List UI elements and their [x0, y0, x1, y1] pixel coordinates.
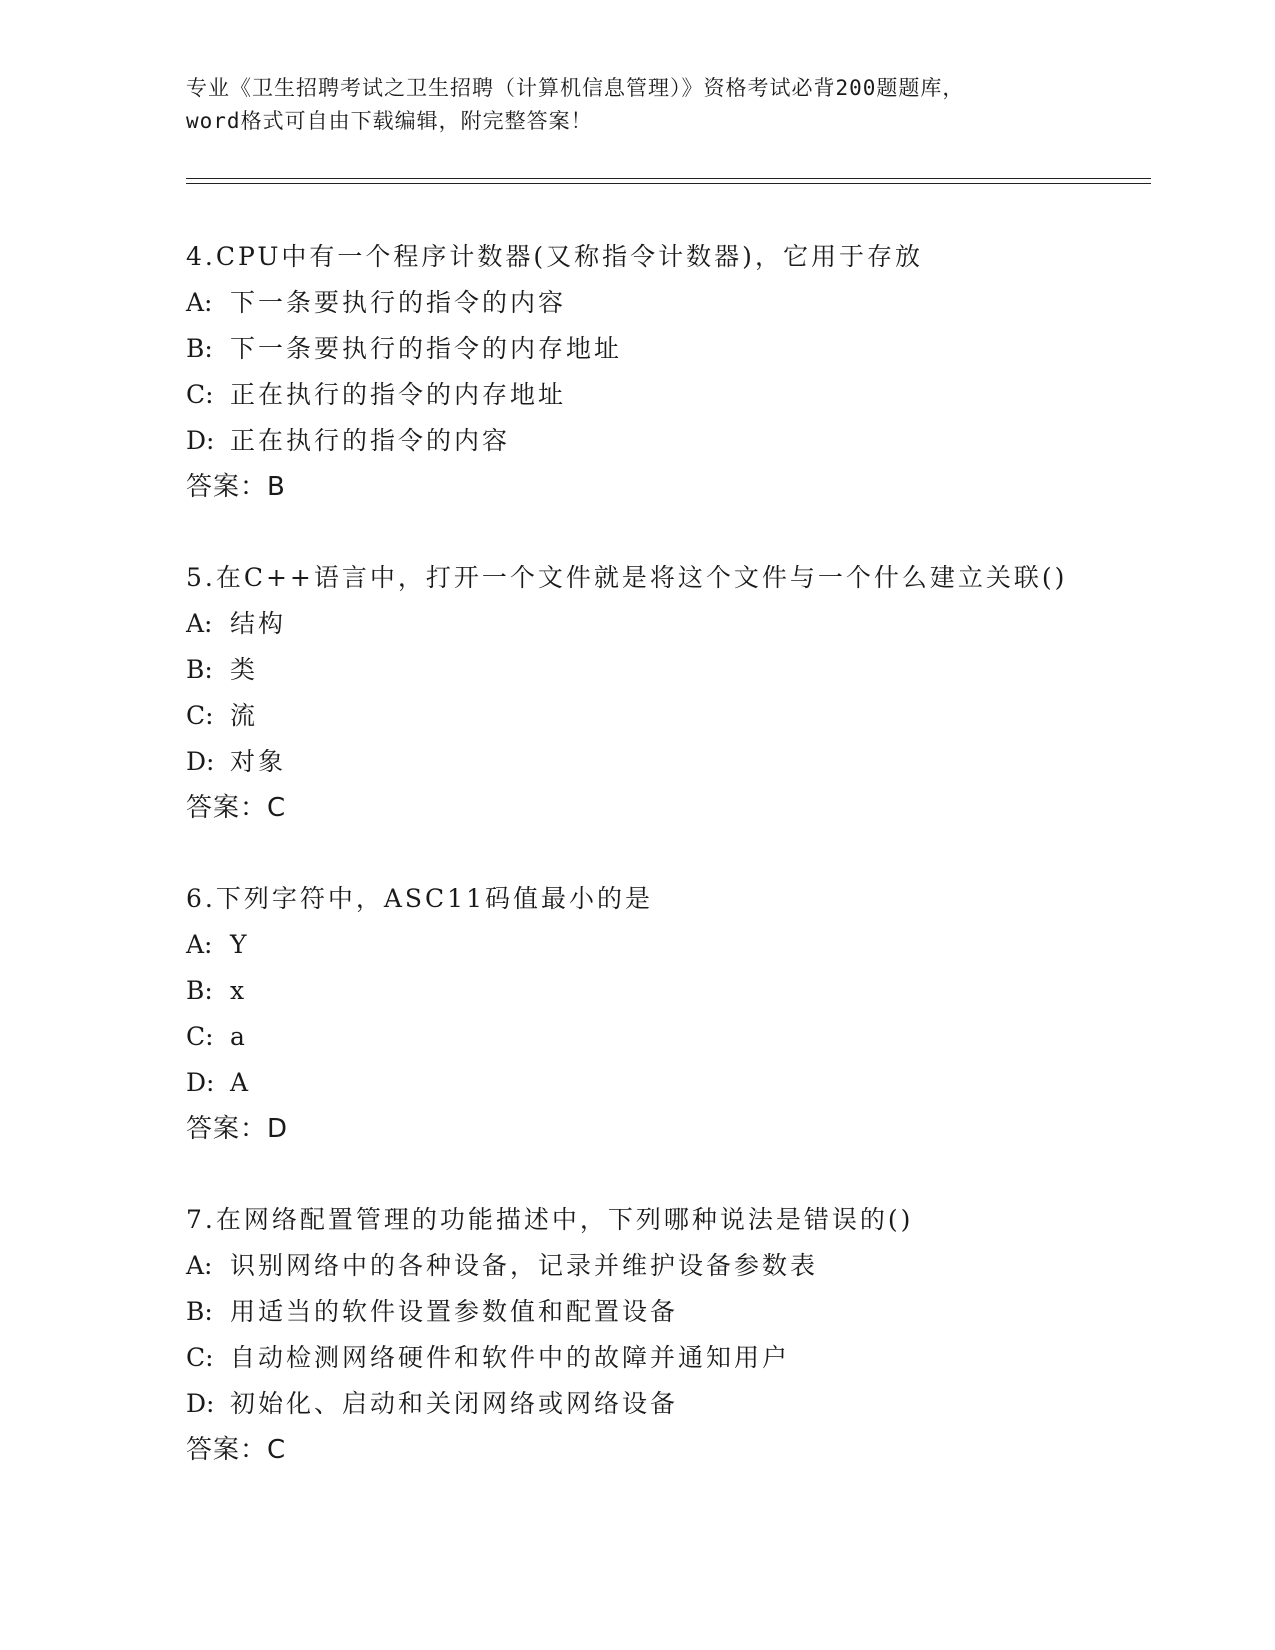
option-letter: B: — [186, 976, 213, 1005]
option-text: 类 — [230, 655, 259, 684]
option-a — [186, 280, 1146, 326]
question-block — [186, 234, 1146, 510]
option-text: 初始化、启动和关闭网络或网络设备 — [230, 1389, 679, 1418]
option-text: 识别网络中的各种设备，记录并维护设备参数表 — [230, 1251, 819, 1280]
answer: 答案：C — [186, 793, 287, 823]
option-letter: C: — [186, 701, 214, 730]
question-stem: 6.下列字符中，ASC11码值最小的是 — [186, 884, 653, 913]
option-b — [186, 326, 1146, 372]
option-d — [186, 1381, 1146, 1427]
option-text: 正在执行的指令的内容 — [230, 426, 511, 455]
question-block — [186, 876, 1146, 1152]
option-letter: D: — [186, 1389, 215, 1418]
question-stem: 5.在C++语言中，打开一个文件就是将这个文件与一个什么建立关联() — [186, 563, 1068, 592]
option-letter: D: — [186, 426, 215, 455]
document-header — [186, 72, 1086, 138]
option-text: 正在执行的指令的内存地址 — [230, 380, 567, 409]
option-letter: B: — [186, 334, 213, 363]
header-divider-bottom — [186, 183, 1151, 184]
header-divider-top — [186, 178, 1151, 179]
option-b — [186, 647, 1146, 693]
option-c — [186, 693, 1146, 739]
answer: 答案：B — [186, 472, 286, 502]
option-text: a — [230, 1022, 248, 1051]
option-b — [186, 968, 1146, 1014]
option-letter: A: — [186, 930, 213, 959]
option-text: 用适当的软件设置参数值和配置设备 — [230, 1297, 679, 1326]
option-letter: A: — [186, 1251, 213, 1280]
option-a — [186, 922, 1146, 968]
option-c — [186, 372, 1146, 418]
option-text: 流 — [230, 701, 259, 730]
header-line-1: 专业《卫生招聘考试之卫生招聘（计算机信息管理）》资格考试必背200题题库， — [186, 76, 965, 100]
option-c — [186, 1335, 1146, 1381]
option-text: 下一条要执行的指令的内容 — [230, 288, 567, 317]
option-text: 结构 — [230, 609, 287, 638]
option-a — [186, 601, 1146, 647]
option-text: 自动检测网络硬件和软件中的故障并通知用户 — [230, 1343, 791, 1372]
option-letter: C: — [186, 1022, 214, 1051]
option-letter: B: — [186, 1297, 213, 1326]
option-d — [186, 1060, 1146, 1106]
option-d — [186, 418, 1146, 464]
option-letter: C: — [186, 1343, 214, 1372]
option-a — [186, 1243, 1146, 1289]
option-b — [186, 1289, 1146, 1335]
option-letter: B: — [186, 655, 213, 684]
option-text: Y — [230, 930, 250, 959]
question-stem: 7.在网络配置管理的功能描述中，下列哪种说法是错误的() — [186, 1205, 914, 1234]
option-text: 下一条要执行的指令的内存地址 — [230, 334, 623, 363]
option-letter: D: — [186, 1068, 215, 1097]
option-letter: C: — [186, 380, 214, 409]
answer: 答案：C — [186, 1435, 287, 1465]
option-letter: D: — [186, 747, 215, 776]
option-text: 对象 — [230, 747, 287, 776]
question-block — [186, 555, 1146, 831]
question-stem: 4.CPU中有一个程序计数器(又称指令计数器)，它用于存放 — [186, 242, 923, 271]
option-c — [186, 1014, 1146, 1060]
option-text: x — [230, 976, 248, 1005]
option-text: A — [230, 1068, 252, 1097]
option-d — [186, 739, 1146, 785]
header-line-2: word格式可自由下载编辑，附完整答案！ — [186, 109, 593, 133]
option-letter: A: — [186, 609, 213, 638]
question-block — [186, 1197, 1146, 1473]
option-letter: A: — [186, 288, 213, 317]
answer: 答案：D — [186, 1114, 289, 1144]
